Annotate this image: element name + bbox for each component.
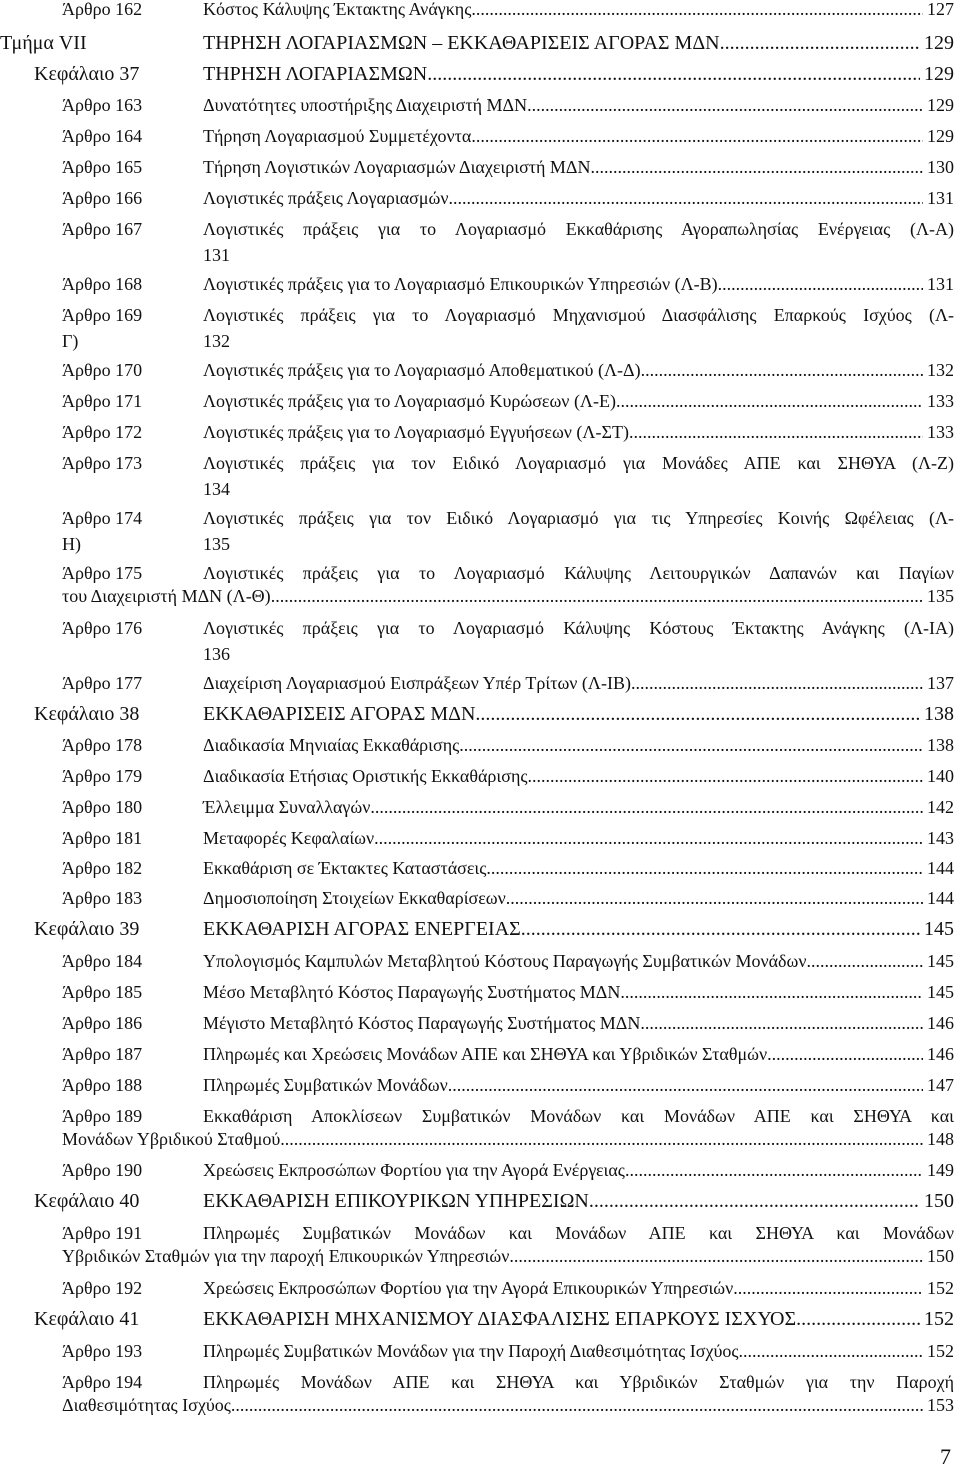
entry-title: Πληρωμές Συμβατικών Μονάδων [203,1075,448,1095]
leader-dots [448,186,923,210]
page-ref: 129 [927,126,954,146]
entry-label: Κεφάλαιο 41 [34,1308,140,1330]
entry-label: Άρθρο 188 [62,1075,143,1095]
leader-dots [629,420,923,444]
entry-title: ΕΚΚΑΘΑΡΙΣΗ ΜΗΧΑΝΙΣΜΟΥ ΔΙΑΣΦΑΛΙΣΗΣ ΕΠΑΡΚΟΥΣ ΙΣΧΥΟΣ [203,1308,797,1330]
entry-title: Τήρηση Λογαριασμού Συμμετέχοντα [203,126,472,146]
page-ref: 134 [203,479,230,499]
page-ref: 129 [924,32,954,54]
entry-title: ΕΚΚΑΘΑΡΙΣΗ ΕΠΙΚΟΥΡΙΚΩΝ ΥΠΗΡΕΣΙΩΝ [203,1190,589,1212]
entry-title-continuation: του Διαχειριστή ΜΔΝ (Λ-Θ) [62,586,271,606]
leader-dots [486,856,923,880]
entry-title: Μέσο Μεταβλητό Κόστος Παραγωγής Συστήματος ΜΔΝ [203,982,621,1002]
page-ref: 140 [927,766,954,786]
entry-label: Άρθρο 182 [62,858,143,878]
leader-dots [475,702,920,726]
entry-title: ΤΗΡΗΣΗ ΛΟΓΑΡΙΑΣΜΩΝ [203,63,428,85]
entry-label: Άρθρο 186 [62,1013,143,1033]
entry-label: Άρθρο 180 [62,797,143,817]
entry-label: Άρθρο 165 [62,157,143,177]
leader-dots [506,886,923,910]
entry-title-continuation: Διαθεσιμότητας Ισχύος [62,1395,231,1415]
page-ref: 135 [203,534,230,554]
entry-label: Άρθρο 172 [62,422,143,442]
entry-label: Άρθρο 178 [62,735,143,755]
leader-dots [527,764,923,788]
leader-dots [448,1073,923,1097]
page-ref: 133 [927,422,954,442]
leader-dots [527,93,923,117]
leader-dots [718,272,923,296]
page-ref: 136 [203,644,230,664]
page-ref: 129 [924,63,954,85]
entry-title: Λογιστικές πράξεις για το Λογαριασμό Αποθεματικού (Λ-Δ) [203,360,641,380]
entry-title: Λογιστικές πράξεις για τον Ειδικό Λογαριασμό για Μονάδες ΑΠΕ και ΣΗΘΥΑ (Λ-Ζ) [203,453,954,473]
page-ref: 138 [927,735,954,755]
leader-dots [427,62,920,86]
page-ref: 145 [927,951,954,971]
entry-label-continuation: Η) [62,534,81,554]
entry-label: Άρθρο 173 [62,453,143,473]
page-ref: 148 [927,1129,954,1149]
entry-label: Τμήμα VII [0,32,87,54]
entry-title: Δυνατότητες υποστήριξης Διαχειριστή ΜΔΝ [203,95,528,115]
page-ref: 131 [203,245,230,265]
page-number: 7 [940,1444,951,1469]
leader-dots [807,949,924,973]
page-ref: 131 [927,274,954,294]
leader-dots [509,1244,923,1268]
entry-title: Εκκαθάριση Αποκλίσεων Συμβατικών Μονάδων και Μονάδων ΑΠΕ και ΣΗΘΥΑ και [203,1106,954,1126]
entry-title: Χρεώσεις Εκπροσώπων Φορτίου για την Αγορά Ενέργειας [203,1160,625,1180]
entry-label: Άρθρο 184 [62,951,143,971]
entry-title: Λογιστικές πράξεις για το Λογαριασμό Κάλυψης Λειτουργικών Δαπανών και Παγίων [203,563,954,583]
page-ref: 132 [927,360,954,380]
entry-label: Άρθρο 176 [62,618,143,638]
entry-title: Λογιστικές πράξεις για το Λογαριασμό Μηχανισμού Διασφάλισης Επαρκούς Ισχύος (Λ- [203,305,954,325]
entry-label: Άρθρο 169 [62,305,143,325]
entry-label: Άρθρο 163 [62,95,143,115]
entry-label: Κεφάλαιο 39 [34,918,140,940]
page-ref: 150 [924,1190,954,1212]
leader-dots [796,1307,920,1331]
leader-dots [280,1127,923,1151]
entry-title: Λογιστικές πράξεις για το Λογαριασμό Εκκαθάρισης Αγοραπωλησίας Ενέργειας (Λ-Α) [203,219,954,239]
entry-label: Άρθρο 192 [62,1278,143,1298]
entry-title: ΕΚΚΑΘΑΡΙΣΗ ΑΓΟΡΑΣ ΕΝΕΡΓΕΙΑΣ [203,918,521,940]
leader-dots [640,1011,923,1035]
entry-title: Διαδικασία Ετήσιας Οριστικής Εκκαθάρισης [203,766,528,786]
entry-title: Διαδικασία Μηνιαίας Εκκαθάρισης [203,735,460,755]
page-ref: 129 [927,95,954,115]
entry-label: Άρθρο 193 [62,1341,143,1361]
entry-label: Άρθρο 174 [62,508,143,528]
page-ref: 138 [924,703,954,725]
entry-title: Πληρωμές Συμβατικών Μονάδων και Μονάδων ΑΠΕ και ΣΗΘΥΑ και Μονάδων [203,1223,954,1243]
entry-label: Άρθρο 164 [62,126,143,146]
page-ref: 142 [927,797,954,817]
entry-label: Άρθρο 185 [62,982,143,1002]
entry-title: ΤΗΡΗΣΗ ΛΟΓΑΡΙΑΣΜΩΝ – ΕΚΚΑΘΑΡΙΣΕΙΣ ΑΓΟΡΑΣ ΜΔΝ [203,32,720,54]
entry-label: Άρθρο 177 [62,673,143,693]
entry-label: Άρθρο 170 [62,360,143,380]
page-ref: 133 [927,391,954,411]
entry-label-continuation: Γ) [62,331,79,351]
entry-title: Λογιστικές πράξεις για τον Ειδικό Λογαριασμό για τις Υπηρεσίες Κοινής Ωφέλειας (Λ- [203,508,954,528]
page-ref: 145 [927,982,954,1002]
page-ref: 147 [927,1075,954,1095]
entry-label: Άρθρο 168 [62,274,143,294]
page-ref: 130 [927,157,954,177]
entry-title: Πληρωμές Συμβατικών Μονάδων για την Παροχή Διαθεσιμότητας Ισχύος [203,1341,739,1361]
leader-dots [471,124,923,148]
page-ref: 153 [927,1395,954,1415]
entry-title-continuation: Μονάδων Υβριδικού Σταθμού [62,1129,281,1149]
page-ref: 145 [924,918,954,940]
entry-title: Λογιστικές πράξεις Λογαριασμών [203,188,449,208]
entry-title: Πληρωμές Μονάδων ΑΠΕ και ΣΗΘΥΑ και Υβριδικών Σταθμών για την Παροχή [203,1372,954,1392]
entry-label: Άρθρο 191 [62,1223,143,1243]
page-ref: 152 [927,1341,954,1361]
entry-label: Άρθρο 183 [62,888,143,908]
leader-dots [591,155,924,179]
page-ref: 135 [927,586,954,606]
leader-dots [767,1042,923,1066]
entry-title: Πληρωμές και Χρεώσεις Μονάδων ΑΠΕ και ΣΗΘΥΑ και Υβριδικών Σταθμών [203,1044,768,1064]
entry-title: Χρεώσεις Εκπροσώπων Φορτίου για την Αγορά Επικουρικών Υπηρεσιών [203,1278,734,1298]
entry-title: Εκκαθάριση σε Έκτακτες Καταστάσεις [203,858,487,878]
page-ref: 127 [927,0,954,19]
entry-title: Υπολογισμός Καμπυλών Μεταβλητού Κόστους Παραγωγής Συμβατικών Μονάδων [203,951,807,971]
entry-title: Τήρηση Λογιστικών Λογαριασμών Διαχειριστή ΜΔΝ [203,157,591,177]
entry-label: Άρθρο 167 [62,219,143,239]
page-ref: 152 [927,1278,954,1298]
entry-label: Άρθρο 166 [62,188,143,208]
entry-label: Άρθρο 190 [62,1160,143,1180]
leader-dots [271,584,923,608]
entry-label: Άρθρο 181 [62,828,143,848]
leader-dots [620,980,923,1004]
page-ref: 144 [927,888,954,908]
leader-dots [521,917,920,941]
entry-label: Άρθρο 171 [62,391,143,411]
leader-dots [733,1276,923,1300]
entry-label: Κεφάλαιο 38 [34,703,140,725]
page-ref: 146 [927,1013,954,1033]
leader-dots [631,671,923,695]
entry-label: Άρθρο 189 [62,1106,143,1126]
entry-label: Άρθρο 179 [62,766,143,786]
entry-title: Έλλειμμα Συναλλαγών [203,797,371,817]
leader-dots [374,826,923,850]
entry-label: Άρθρο 175 [62,563,143,583]
leader-dots [625,1158,923,1182]
entry-title: Λογιστικές πράξεις για το Λογαριασμό Κάλυψης Κόστους Έκτακτης Ανάγκης (Λ-ΙΑ) [203,618,954,638]
leader-dots [370,795,923,819]
entry-title: ΕΚΚΑΘΑΡΙΣΕΙΣ ΑΓΟΡΑΣ ΜΔΝ [203,703,476,725]
leader-dots [739,1339,923,1363]
entry-title: Λογιστικές πράξεις για το Λογαριασμό Επικουρικών Υπηρεσιών (Λ-Β) [203,274,718,294]
entry-title: Λογιστικές πράξεις για το Λογαριασμό Κυρώσεων (Λ-Ε) [203,391,616,411]
leader-dots [720,31,920,55]
leader-dots [471,0,923,21]
entry-label: Κεφάλαιο 40 [34,1190,140,1212]
page-ref: 150 [927,1246,954,1266]
entry-title: Κόστος Κάλυψης Έκτακτης Ανάγκης [203,0,472,19]
entry-title: Μέγιστο Μεταβλητό Κόστος Παραγωγής Συστήματος ΜΔΝ [203,1013,641,1033]
entry-label: Κεφάλαιο 37 [34,63,140,85]
entry-title: Διαχείριση Λογαριασμού Εισπράξεων Υπέρ Τρίτων (Λ-ΙΒ) [203,673,631,693]
page-ref: 137 [927,673,954,693]
page-ref: 132 [203,331,230,351]
page-ref: 152 [924,1308,954,1330]
leader-dots [589,1189,920,1213]
page-ref: 149 [927,1160,954,1180]
entry-label: Άρθρο 187 [62,1044,143,1064]
entry-label: Άρθρο 194 [62,1372,143,1392]
entry-title: Μεταφορές Κεφαλαίων [203,828,375,848]
entry-title-continuation: Υβριδικών Σταθμών για την παροχή Επικουρικών Υπηρεσιών [62,1246,510,1266]
leader-dots [641,358,923,382]
leader-dots [231,1393,923,1417]
page-ref: 146 [927,1044,954,1064]
leader-dots [459,733,923,757]
entry-title: Λογιστικές πράξεις για το Λογαριασμό Εγγυήσεων (Λ-ΣΤ) [203,422,629,442]
leader-dots [616,389,923,413]
entry-title: Δημοσιοποίηση Στοιχείων Εκκαθαρίσεων [203,888,506,908]
page-ref: 144 [927,858,954,878]
page-ref: 143 [927,828,954,848]
page-ref: 131 [927,188,954,208]
entry-label: Άρθρο 162 [62,0,143,19]
